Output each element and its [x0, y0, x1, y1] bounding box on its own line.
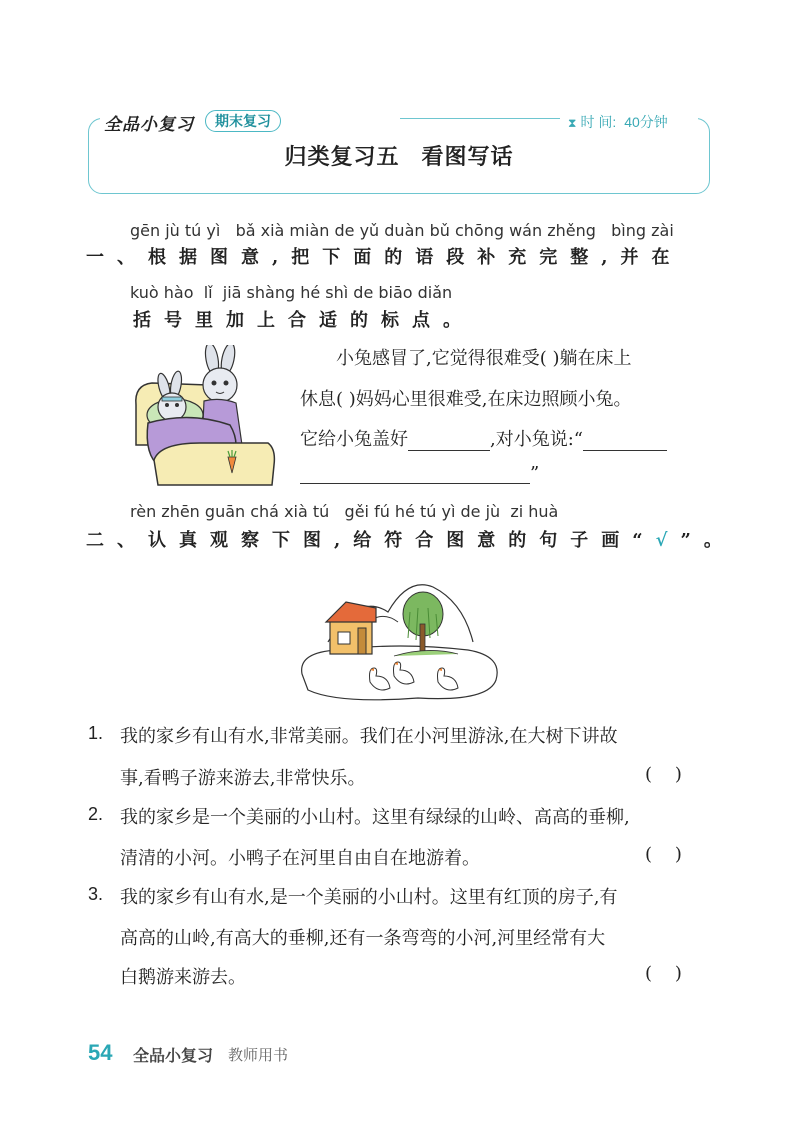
q1-paragraph-line1: 小兔感冒了,它觉得很难受( )躺在床上 — [336, 348, 632, 369]
option-1-answer-box[interactable]: ( ) — [645, 764, 682, 785]
q1-heading-line2: 括号里加上合适的标点。 — [133, 310, 474, 331]
fill-blank-1[interactable] — [408, 429, 490, 451]
option-3-line1: 我的家乡有山有水,是一个美丽的小山村。这里有红顶的房子,有 — [120, 887, 618, 908]
option-1-line2: 事,看鸭子游来游去,非常快乐。 — [120, 768, 366, 789]
q2-heading: 二、认真观察下图,给符合图意的句子画“√”。 — [86, 530, 735, 551]
option-3-line2: 高高的山岭,有高大的垂柳,还有一条弯弯的小河,河里经常有大 — [120, 928, 606, 949]
option-2-number: 2. — [88, 804, 104, 824]
q1-pinyin-line2: kuò hào lǐ jiā shàng hé shì de biāo diǎn — [130, 283, 453, 302]
bunny-sick-illustration — [130, 345, 280, 490]
brand-logo: 全品小复习 — [104, 115, 194, 134]
option-3-answer-box[interactable]: ( ) — [645, 963, 682, 984]
option-1-number: 1. — [88, 723, 104, 743]
check-mark-icon: √ — [655, 530, 681, 551]
time-value: 40分钟 — [624, 114, 668, 130]
option-2-line2: 清清的小河。小鸭子在河里自由自在地游着。 — [120, 848, 480, 869]
q2-pinyin: rèn zhēn guān chá xià tú gěi fú hé tú yì de jù zi huà — [130, 502, 559, 521]
page-title: 归类复习五 看图写话 — [284, 144, 514, 170]
option-2-answer-box[interactable]: ( ) — [645, 844, 682, 865]
fill-blank-3[interactable] — [300, 462, 530, 484]
section-badge: 期末复习 — [205, 110, 281, 132]
q1-paragraph-line2: 休息( )妈妈心里很难受,在床边照顾小兔。 — [300, 389, 632, 410]
village-illustration — [298, 572, 503, 704]
option-2-line1: 我的家乡是一个美丽的小山村。这里有绿绿的山岭、高高的垂柳, — [120, 807, 630, 828]
option-3-number: 3. — [88, 884, 104, 904]
option-1-line1: 我的家乡有山有水,非常美丽。我们在小河里游泳,在大树下讲故 — [120, 726, 618, 747]
hourglass-icon: ⧗ — [568, 116, 577, 130]
footer-brand: 全品小复习 — [133, 1048, 214, 1065]
fill-blank-2[interactable] — [583, 429, 667, 451]
footer-label: 教师用书 — [228, 1047, 289, 1064]
q1-pinyin-line1: gēn jù tú yì bǎ xià miàn de yǔ duàn bǔ chōng wán zhěng bìng zài — [130, 221, 674, 240]
q1-paragraph-line3: 它给小兔盖好 ,对小兔说:“ — [300, 425, 667, 451]
time-info — [568, 112, 668, 132]
q1-paragraph-line4: ” — [300, 462, 539, 484]
page-number: 54 — [88, 1040, 113, 1065]
option-3-line3: 白鹅游来游去。 — [120, 967, 246, 988]
time-label: 时 间: — [580, 114, 617, 130]
q1-heading-line1: 一、根据图意,把下面的语段补充完整,并在 — [86, 247, 683, 268]
